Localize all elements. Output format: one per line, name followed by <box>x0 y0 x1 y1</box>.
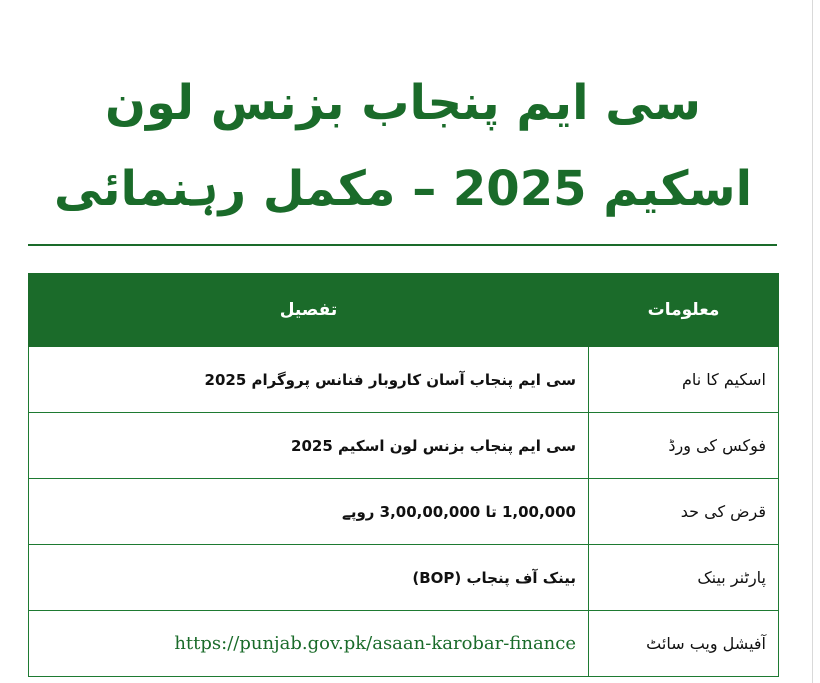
row-value-scheme-name: سی ایم پنجاب آسان کاروبار فنانس پروگرام 2025 <box>29 347 589 413</box>
page-title: سی ایم پنجاب بزنس لون اسکیم 2025 – مکمل رہنمائی <box>53 75 753 217</box>
row-label-focus-keyword: فوکس کی ورڈ <box>589 413 779 479</box>
page-edge-divider <box>812 0 813 683</box>
table-row <box>29 479 779 545</box>
table-row <box>29 413 779 479</box>
row-label-scheme-name: اسکیم کا نام <box>589 347 779 413</box>
official-website-link[interactable]: https://punjab.gov.pk/asaan-karobar-finance <box>174 633 576 654</box>
row-value-loan-limit: 1,00,000 تا 3,00,00,000 روپے <box>29 479 589 545</box>
table-row <box>29 611 779 677</box>
header-info: معلومات <box>589 274 779 347</box>
table-row <box>29 545 779 611</box>
row-value-partner-bank: بینک آف پنجاب (BOP) <box>29 545 589 611</box>
row-label-official-website: آفیشل ویب سائٹ <box>589 611 779 677</box>
row-label-partner-bank: پارٹنر بینک <box>589 545 779 611</box>
row-value-focus-keyword: سی ایم پنجاب بزنس لون اسکیم 2025 <box>29 413 589 479</box>
info-table <box>28 273 779 677</box>
header-details: تفصیل <box>29 274 589 347</box>
row-value-official-website <box>29 611 589 677</box>
title-underline <box>28 244 777 246</box>
table-row <box>29 347 779 413</box>
row-label-loan-limit: قرض کی حد <box>589 479 779 545</box>
table-header-row <box>29 274 779 347</box>
